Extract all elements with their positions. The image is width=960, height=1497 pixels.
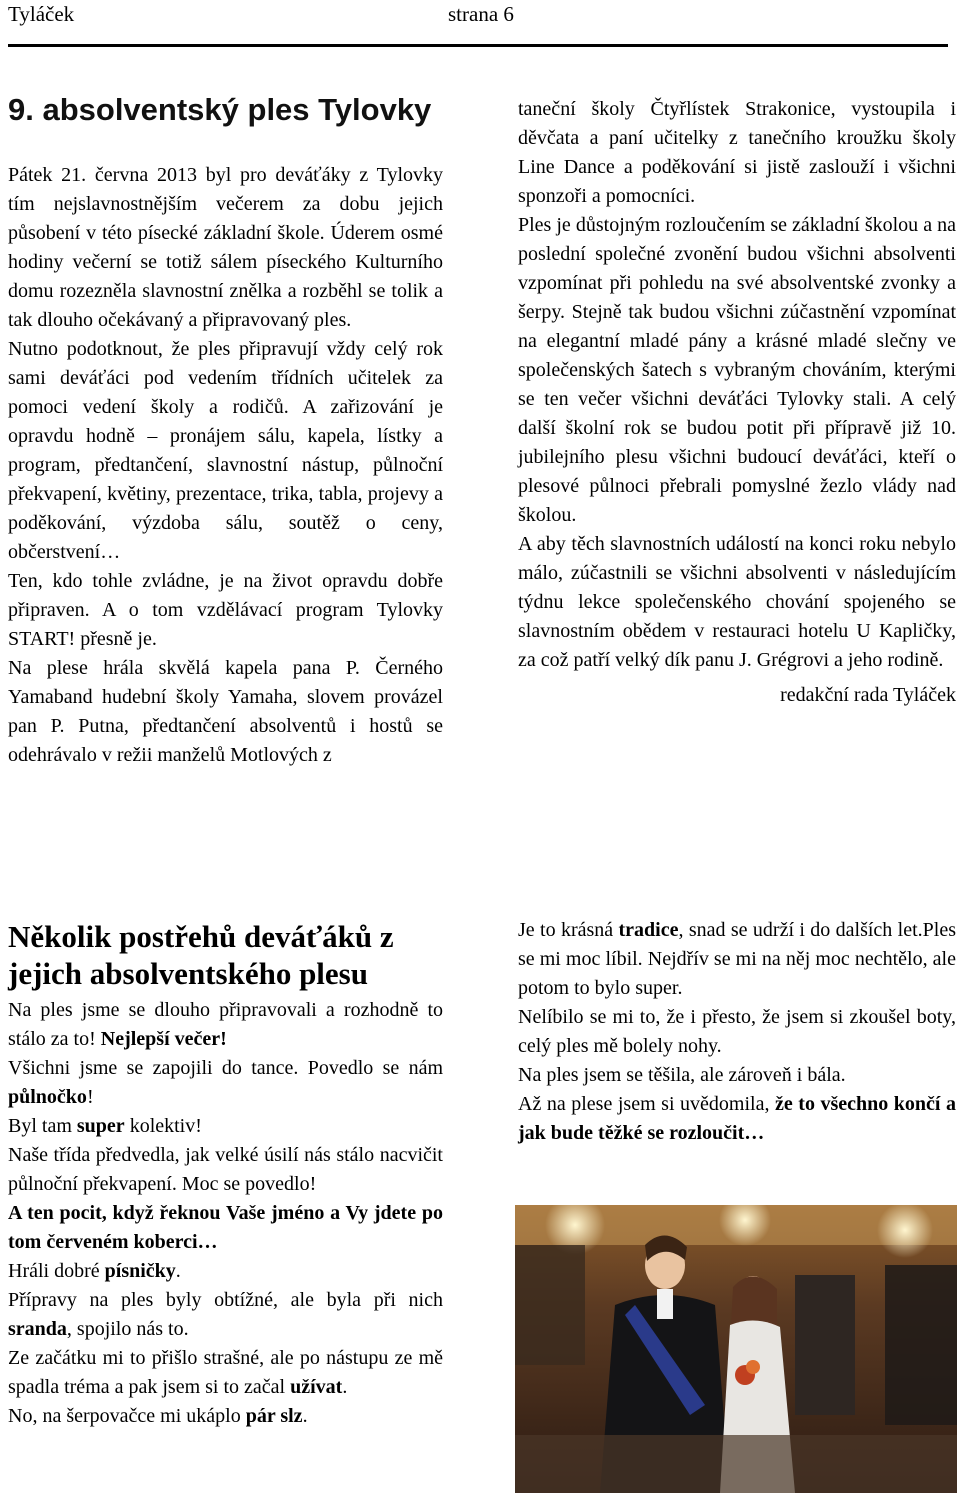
- text: kolektiv!: [124, 1115, 202, 1137]
- article-column-left: [8, 161, 443, 770]
- text: Až na plese jsem si uvědomila,: [518, 1093, 775, 1115]
- paragraph: taneční školy Čtyřlístek Strakonice, vystoupila i děvčata a paní učitelky z tanečního kroužku školy Line Dance a poděkování si jistě zaslouží i všichni sponzoři a pomocníci.: [518, 98, 956, 207]
- text: No, na šerpovačce mi ukáplo: [8, 1405, 246, 1427]
- paragraph: Nutno podotknout, že ples připravují vždy celý rok sami deváťáci pod vedením třídních učitelek za pomoci vedení školy a rodičů. A zařizování je opravdu hodně – pronájem sálu, kapela, lístky a program, předtančení, slavnostní nástup, půlnoční překvapení, květiny, prezentace, trika, tabla, projevy a poděkování, výzdoba sálu, soutěž o ceny, občerstvení…: [8, 338, 443, 563]
- comment: [518, 1090, 956, 1148]
- article-column-right: [518, 95, 956, 710]
- page-header: [8, 0, 948, 40]
- comments-column-left: [8, 996, 443, 1431]
- comment: [8, 1199, 443, 1257]
- page-number: strana 6: [448, 2, 514, 26]
- emphasis: sranda: [8, 1318, 67, 1340]
- emphasis: užívat: [290, 1376, 343, 1398]
- emphasis: písničky: [104, 1260, 176, 1282]
- comment: [518, 916, 956, 1003]
- text: Na ples jsme se dlouho připravovali a rozhodně to stálo za to!: [8, 999, 443, 1050]
- emphasis: pár slz: [245, 1405, 303, 1427]
- text: .: [302, 1405, 308, 1427]
- text: Ples se mi moc líbil. Nejdřív se mi na něj moc nechtělo, ale potom to bylo super.: [518, 919, 956, 999]
- comment: [8, 996, 443, 1054]
- emphasis: že to všechno končí a jak bude těžké se rozloučit…: [518, 1093, 956, 1144]
- text: !: [86, 1086, 94, 1108]
- text: .: [175, 1260, 181, 1282]
- ball-photo: [515, 1205, 957, 1493]
- signature: redakční rada Tyláček: [780, 684, 956, 706]
- comments-column-right: [518, 916, 956, 1148]
- comment: [8, 1112, 443, 1141]
- text: .: [342, 1376, 348, 1398]
- photo-ball-dance-icon: [515, 1205, 957, 1493]
- comment: Na ples jsem se těšila, ale zároveň i bála.: [518, 1064, 846, 1086]
- paragraph: Na plese hrála skvělá kapela pana P. Černého Yamaband hudební školy Yamaha, slovem provázel pan P. Putna, předtančení absolventů i hostů se odehrávalo v režii manželů Motlových z: [8, 657, 443, 766]
- paragraph: A aby těch slavnostních událostí na konci roku nebylo málo, zúčastnili se všichni absolventi v následujícím týdnu lekce společenského chování spojeného se slavnostním obědem v restauraci hotelu U Kapličky, za což patří velký dík panu J. Grégrovi a jeho rodině.: [518, 533, 956, 671]
- comment: Naše třída předvedla, jak velké úsilí nás stálo nacvičit půlnoční překvapení. Moc se povedlo!: [8, 1144, 443, 1195]
- text: Je to krásná: [518, 919, 619, 941]
- emphasis: A ten pocit, když řeknou Vaše jméno a Vy jdete po tom červeném koberci…: [8, 1202, 443, 1253]
- comment: [8, 1402, 443, 1431]
- paragraph: Ples je důstojným rozloučením se základní školou a na poslední společné zvonění budou všichni absolventi vzpomínat při pohledu na své absolventské zvonky a šerpy. Stejně tak budou všichni zúčastnění vzpomínat na elegantní mladé pány a krásné mladé slečny ve společenských šatech s vybraným chováním, kterými se ten večer všichni deváťáci Tylovky stali. A celý další školní rok se budou potit při přípravě již 10. jubilejního plesu všichni budoucí deváťáci, kteří o plesové půlnoci přebrali pomyslné žezlo vlády nad školou.: [518, 214, 956, 526]
- emphasis: super: [76, 1115, 125, 1137]
- text: Hráli dobré: [8, 1260, 105, 1282]
- text: , snad se udrží i do dalších let.: [678, 919, 923, 941]
- emphasis: Nejlepší večer!: [100, 1028, 227, 1050]
- paragraph: Ten, kdo tohle zvládne, je na život opravdu dobře připraven. A o tom vzdělávací program Tylovky START! přesně je.: [8, 570, 443, 650]
- comment: [8, 1344, 443, 1402]
- newsletter-name: Tyláček: [8, 2, 75, 26]
- text: Všichni jsme se zapojili do tance. Povedlo se nám: [8, 1057, 443, 1079]
- emphasis: tradice: [618, 919, 679, 941]
- comment: [8, 1286, 443, 1344]
- text: Ze začátku mi to přišlo strašné, ale po nástupu ze mě spadla tréma a pak jsem si to začal: [8, 1347, 443, 1398]
- article-title: 9. absolventský ples Tylovky: [8, 92, 432, 127]
- text: Byl tam: [8, 1115, 77, 1137]
- comment: [8, 1257, 443, 1286]
- paragraph: Pátek 21. června 2013 byl pro deváťáky z Tylovky tím nejslavnostnějším večerem za dobu jejich působení v této písecké základní škole. Úderem osmé hodiny večerní se totiž sálem píseckého Kulturního domu rozezněla slavnostní znělka a rozběhl se tolik a tak dlouho očekávaný a připravovaný ples.: [8, 164, 443, 331]
- section-title: Několik postřehů deváťáků z jejich absolventského plesu: [8, 919, 394, 991]
- header-rule: [8, 44, 948, 47]
- text: Přípravy na ples byly obtížné, ale byla při nich: [8, 1289, 443, 1311]
- emphasis: půlnočko: [8, 1086, 87, 1108]
- comment: [8, 1054, 443, 1112]
- comment: Nelíbilo se mi to, že i přesto, že jsem si zkoušel boty, celý ples mě bolely nohy.: [518, 1006, 956, 1057]
- text: , spojilo nás to.: [66, 1318, 189, 1340]
